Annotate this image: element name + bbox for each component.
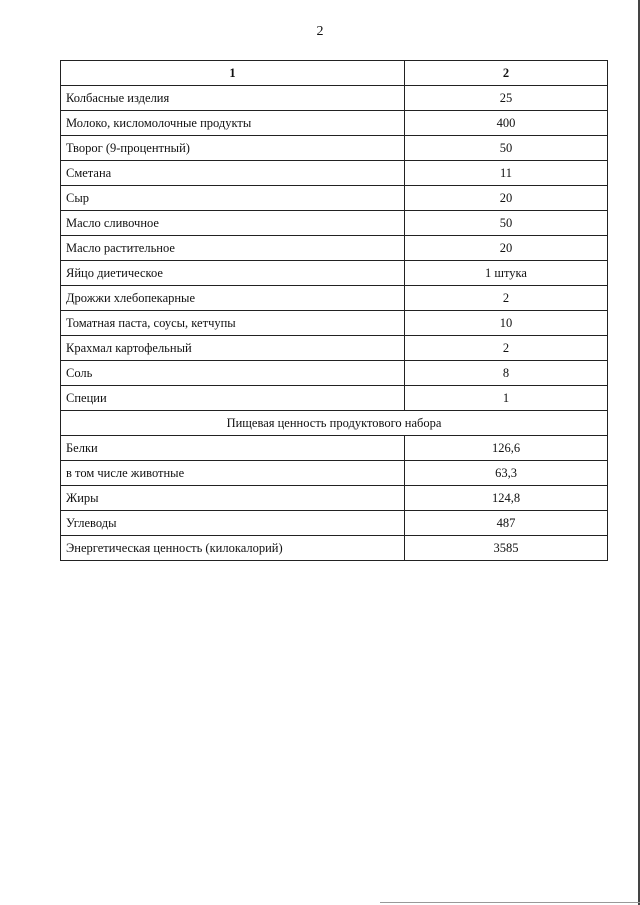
nutrient-name: Белки	[61, 436, 405, 461]
product-name: Соль	[61, 361, 405, 386]
product-value: 11	[405, 161, 608, 186]
product-name: Сметана	[61, 161, 405, 186]
product-value: 1 штука	[405, 261, 608, 286]
nutrient-value: 124,8	[405, 486, 608, 511]
product-name: Специи	[61, 386, 405, 411]
section-row	[61, 411, 608, 436]
product-value: 2	[405, 336, 608, 361]
product-name: Яйцо диетическое	[61, 261, 405, 286]
table-row	[61, 311, 608, 336]
nutrient-name: Энергетическая ценность (килокалорий)	[61, 536, 405, 561]
table-row	[61, 536, 608, 561]
product-name: Дрожжи хлебопекарные	[61, 286, 405, 311]
product-name: Сыр	[61, 186, 405, 211]
product-name: Колбасные изделия	[61, 86, 405, 111]
product-value: 20	[405, 236, 608, 261]
column-header-1: 1	[61, 61, 405, 86]
table-row	[61, 436, 608, 461]
table-row	[61, 211, 608, 236]
table-header-row	[61, 61, 608, 86]
table-row	[61, 186, 608, 211]
table-row	[61, 486, 608, 511]
product-name: Крахмал картофельный	[61, 336, 405, 361]
product-name: Томатная паста, соусы, кетчупы	[61, 311, 405, 336]
product-value: 25	[405, 86, 608, 111]
product-value: 20	[405, 186, 608, 211]
scan-bottom-line	[380, 902, 640, 903]
table-row	[61, 511, 608, 536]
product-value: 400	[405, 111, 608, 136]
nutrient-value: 63,3	[405, 461, 608, 486]
table-row	[61, 461, 608, 486]
table-row	[61, 111, 608, 136]
nutrient-value: 487	[405, 511, 608, 536]
table-row	[61, 286, 608, 311]
column-header-2: 2	[405, 61, 608, 86]
product-value: 2	[405, 286, 608, 311]
product-name: Творог (9-процентный)	[61, 136, 405, 161]
page-number: 2	[316, 24, 324, 39]
nutrient-value: 126,6	[405, 436, 608, 461]
table-row	[61, 161, 608, 186]
nutrient-name: Жиры	[61, 486, 405, 511]
product-value: 50	[405, 211, 608, 236]
table-row	[61, 86, 608, 111]
product-name: Молоко, кисломолочные продукты	[61, 111, 405, 136]
table-row	[61, 386, 608, 411]
product-name: Масло растительное	[61, 236, 405, 261]
nutrient-name: Углеводы	[61, 511, 405, 536]
nutrient-value: 3585	[405, 536, 608, 561]
product-name: Масло сливочное	[61, 211, 405, 236]
product-value: 1	[405, 386, 608, 411]
table-row	[61, 236, 608, 261]
food-basket-table	[60, 60, 608, 561]
product-value: 50	[405, 136, 608, 161]
product-value: 8	[405, 361, 608, 386]
table-row	[61, 261, 608, 286]
table-row	[61, 361, 608, 386]
nutrient-name: в том числе животные	[61, 461, 405, 486]
table-row	[61, 336, 608, 361]
section-title: Пищевая ценность продуктового набора	[61, 411, 608, 436]
product-value: 10	[405, 311, 608, 336]
table-row	[61, 136, 608, 161]
